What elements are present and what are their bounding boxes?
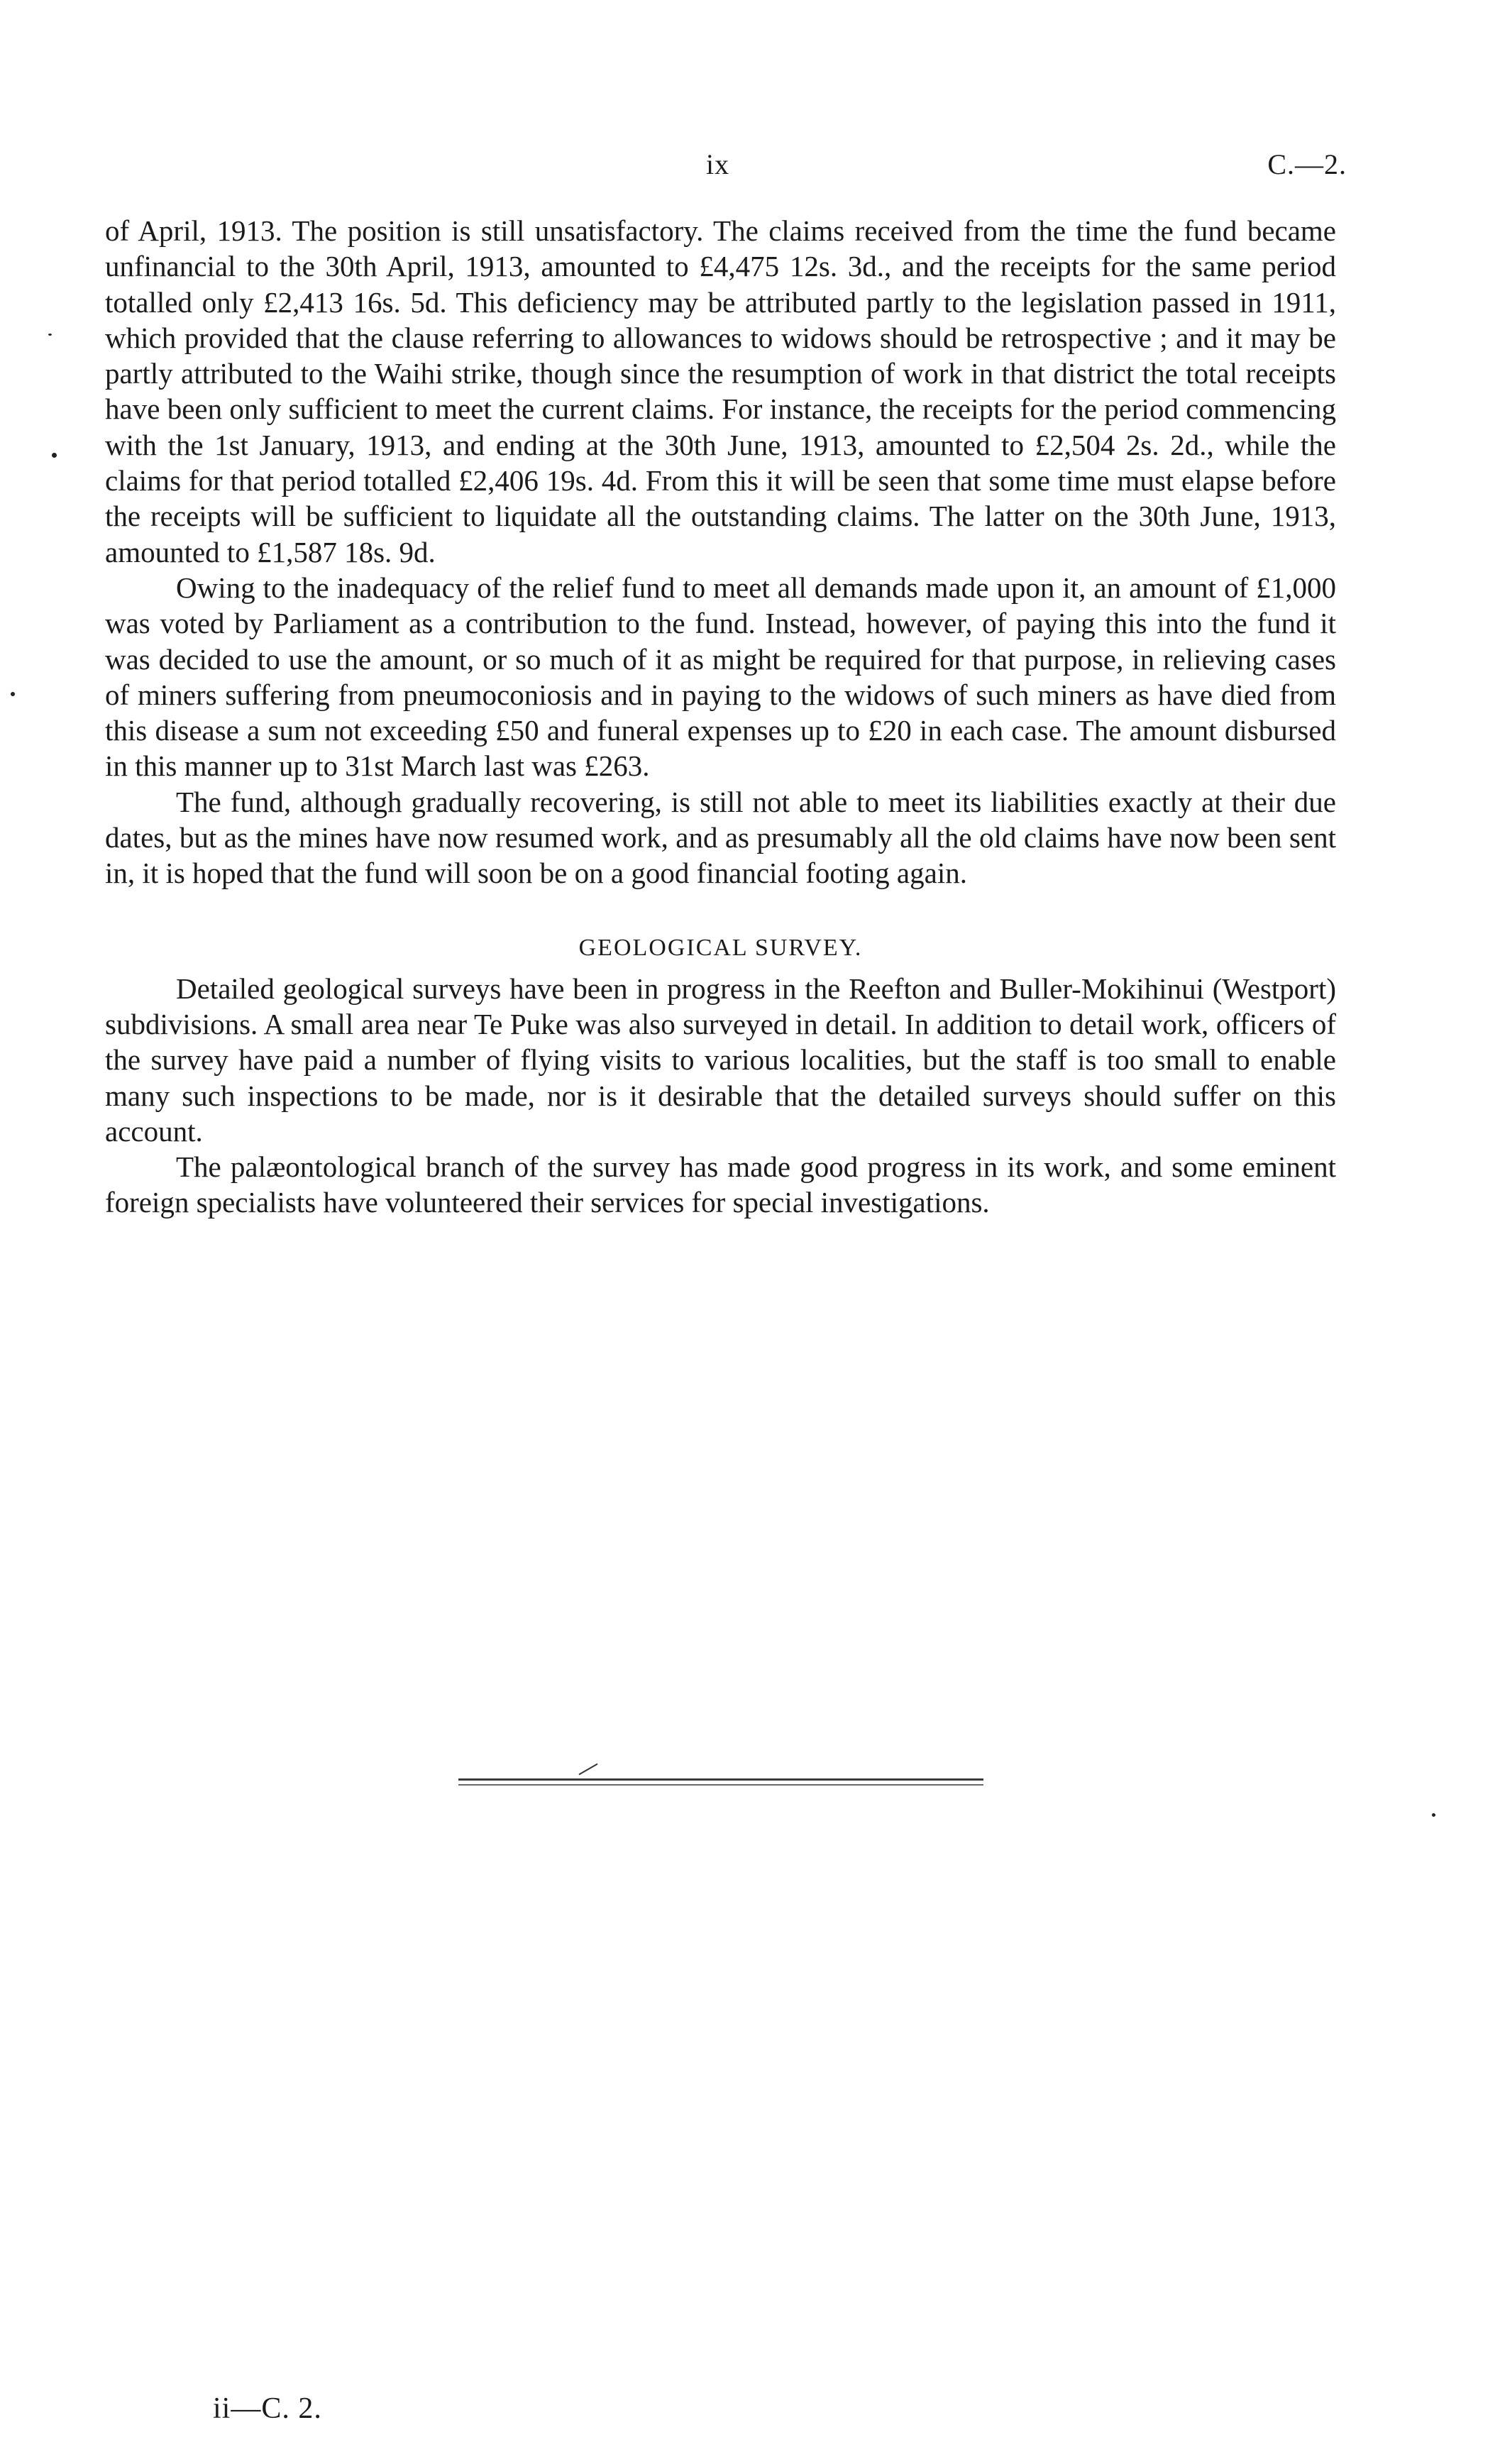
page-number: ix bbox=[706, 148, 730, 180]
rule-line-upper bbox=[458, 1778, 983, 1781]
closing-double-rule bbox=[458, 1778, 983, 1789]
pen-tick-mark bbox=[579, 1764, 598, 1776]
margin-speck bbox=[1432, 1813, 1435, 1817]
signature-mark: ii—C. 2. bbox=[213, 2392, 322, 2425]
paragraph-geological-surveys: Detailed geological surveys have been in progress in the Reefton and Buller-Mokihinui (Westport) subdivisions. A small area near Te Puke was also surveyed in detail. In addition to detail work, officers of the survey have paid a number of flying visits to various localities, but the staff is too small to enable many such inspections to be made, nor is it desirable that the detailed surveys should suffer on this account. bbox=[105, 972, 1336, 1148]
margin-speck bbox=[52, 453, 57, 458]
paragraph-palaeontological-branch: The palæontological branch of the survey has made good progress in its work, and some eminent foreign specialists have volunteered their services for special investigations. bbox=[105, 1150, 1336, 1219]
paragraph-parliament-vote: Owing to the inadequacy of the relief fund to meet all demands made upon it, an amount of £1,000 was voted by Parliament as a contribution to the fund. Instead, however, of paying this into the fund it was decided to use the amount, or so much of it as might be required for that purpose, in relieving cases of miners suffering from pneumoconiosis and in paying to the widows of such miners as have died from this disease a sum not exceeding £50 and funeral expenses up to £20 in each case. The amount disbursed in this manner up to 31st March last was £263. bbox=[105, 571, 1336, 783]
document-body bbox=[105, 213, 1336, 1221]
section-heading-geological-survey: GEOLOGICAL SURVEY. bbox=[578, 934, 863, 961]
paragraph-fund-recovery: The fund, although gradually recovering, is still not able to meet its liabilities exactly at their due dates, but as the mines have now resumed work, and as presumably all the old claims have now been sent in, it is hoped that the fund will soon be on a good financial footing again. bbox=[105, 785, 1336, 890]
rule-line-lower bbox=[458, 1784, 983, 1786]
margin-speck bbox=[48, 334, 52, 336]
margin-speck bbox=[11, 692, 15, 696]
document-reference: C.—2. bbox=[1267, 148, 1347, 180]
paragraph-relief-fund-claims: of April, 1913. The position is still unsatisfactory. The claims received from the time the fund became unfinancial to the 30th April, 1913, amounted to £4,475 12s. 3d., and the receipts for the same period totalled only £2,413 16s. 5d. This deficiency may be attributed partly to the legislation passed in 1911, which provided that the clause referring to allowances to widows should be retrospective ; and it may be partly attributed to the Waihi strike, though since the resumption of work in that district the total receipts have been only sufficient to meet the current claims. For instance, the receipts for the period commencing with the 1st January, 1913, and ending at the 30th June, 1913, amounted to £2,504 2s. 2d., while the claims for that period totalled £2,406 19s. 4d. From this it will be seen that some time must elapse before the receipts will be sufficient to liquidate all the outstanding claims. The latter on the 30th June, 1913, amounted to £1,587 18s. 9d. bbox=[105, 214, 1336, 568]
